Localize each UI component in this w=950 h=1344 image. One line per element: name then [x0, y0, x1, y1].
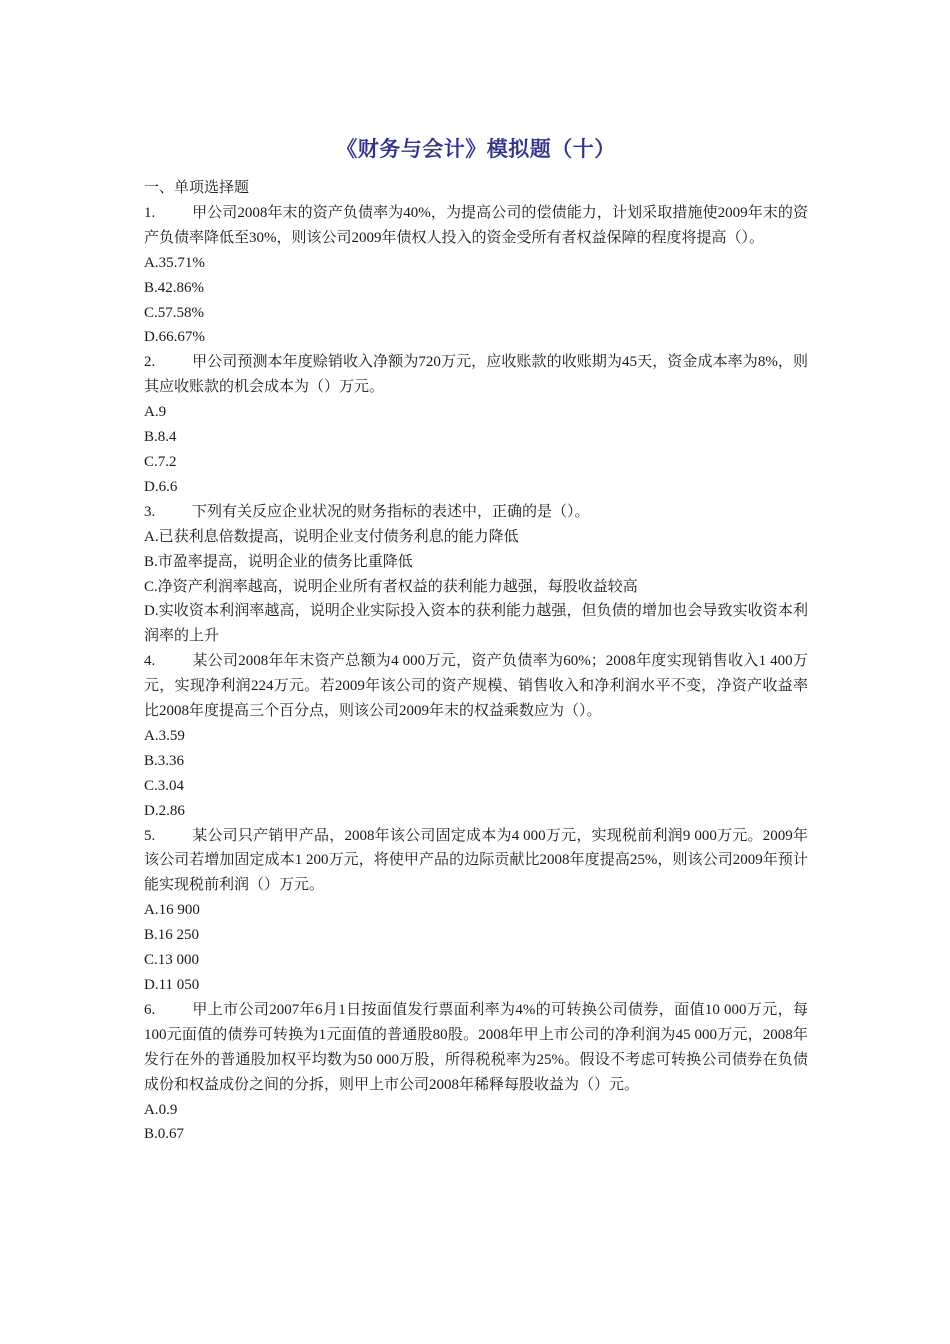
question-text	[144, 998, 808, 1098]
question-number: 2.	[144, 354, 156, 371]
question-text	[144, 649, 808, 724]
option-d: D.2.86	[144, 802, 185, 819]
option-c: C.3.04	[144, 777, 185, 794]
question-1	[144, 201, 808, 350]
question-stem: 某公司2008年年末资产总额为4 000万元，资产负债率为60%；2008年度实现销售收入1 400万元，实现净利润224万元。若2009年该公司的资产规模、销售收入和净利润水平不变，净资产收益率比2008年度提高三个百分点，则该公司2009年末的权益乘数应为（）。	[144, 653, 808, 720]
option-b: B.0.67	[144, 1126, 185, 1143]
question-4	[144, 649, 808, 823]
option-a: A.0.9	[144, 1101, 178, 1118]
question-text	[144, 500, 808, 525]
option-d: D.6.6	[144, 478, 178, 495]
question-text	[144, 350, 808, 400]
question-number: 3.	[144, 503, 156, 520]
question-stem: 甲上市公司2007年6月1日按面值发行票面利率为4%的可转换公司债券，面值10 000万元，每100元面值的债券可转换为1元面值的普通股80股。2008年甲上市公司的净利润为45 000万元，2008年发行在外的普通股加权平均数为50 000万股，所得税税率为25%。假设不考虑可转换公司债券在负债成份和权益成份之间的分拆，则甲上市公司2008年稀释每股收益为（）元。	[144, 1001, 808, 1093]
option-a: A.已获利息倍数提高，说明企业支付债务利息的能力降低	[144, 528, 519, 545]
question-text	[144, 824, 808, 899]
option-d: D.实收资本利润率越高，说明企业实际投入资本的获利能力越强，但负债的增加也会导致实收资本利润率的上升	[144, 603, 808, 645]
document-title: 《财务与会计》模拟题（十）	[336, 137, 616, 161]
question-5	[144, 824, 808, 998]
option-a: A.9	[144, 404, 167, 421]
option-d: D.66.67%	[144, 329, 205, 346]
question-number: 6.	[144, 1001, 156, 1018]
option-c: C.57.58%	[144, 304, 204, 321]
question-number: 4.	[144, 653, 156, 670]
option-a: A.3.59	[144, 727, 185, 744]
question-6	[144, 998, 808, 1147]
option-d: D.11 050	[144, 977, 200, 993]
question-stem: 甲公司2008年末的资产负债率为40%，为提高公司的偿债能力，计划采取措施使2009年末的资产负债率降低至30%，则该公司2009年债权人投入的资金受所有者权益保障的程度将提高（）。	[144, 204, 808, 246]
option-b: B.8.4	[144, 429, 177, 446]
option-c: C.净资产利润率越高，说明企业所有者权益的获利能力越强，每股收益较高	[144, 578, 638, 595]
document-page	[144, 134, 808, 1147]
question-2	[144, 350, 808, 499]
question-stem: 甲公司预测本年度赊销收入净额为720万元，应收账款的收账期为45天，资金成本率为8%，则其应收账款的机会成本为（）万元。	[144, 354, 808, 396]
section-heading: 一、单项选择题	[144, 180, 250, 196]
option-b: B.市盈率提高，说明企业的债务比重降低	[144, 553, 413, 570]
question-text	[144, 201, 808, 251]
option-b: B.16 250	[144, 927, 200, 944]
question-stem: 下列有关反应企业状况的财务指标的表述中，正确的是（）。	[192, 503, 590, 520]
question-number: 5.	[144, 827, 156, 844]
option-c: C.13 000	[144, 952, 200, 969]
question-number: 1.	[144, 204, 156, 221]
question-3	[144, 500, 808, 649]
option-b: B.3.36	[144, 752, 185, 769]
option-b: B.42.86%	[144, 279, 204, 296]
option-a: A.16 900	[144, 902, 200, 919]
option-c: C.7.2	[144, 453, 177, 470]
question-stem: 某公司只产销甲产品，2008年该公司固定成本为4 000万元，实现税前利润9 000万元。2009年该公司若增加固定成本1 200万元，将使甲产品的边际贡献比2008年度提高25%，则该公司2009年预计能实现税前利润（）万元。	[144, 827, 808, 894]
option-a: A.35.71%	[144, 254, 205, 271]
